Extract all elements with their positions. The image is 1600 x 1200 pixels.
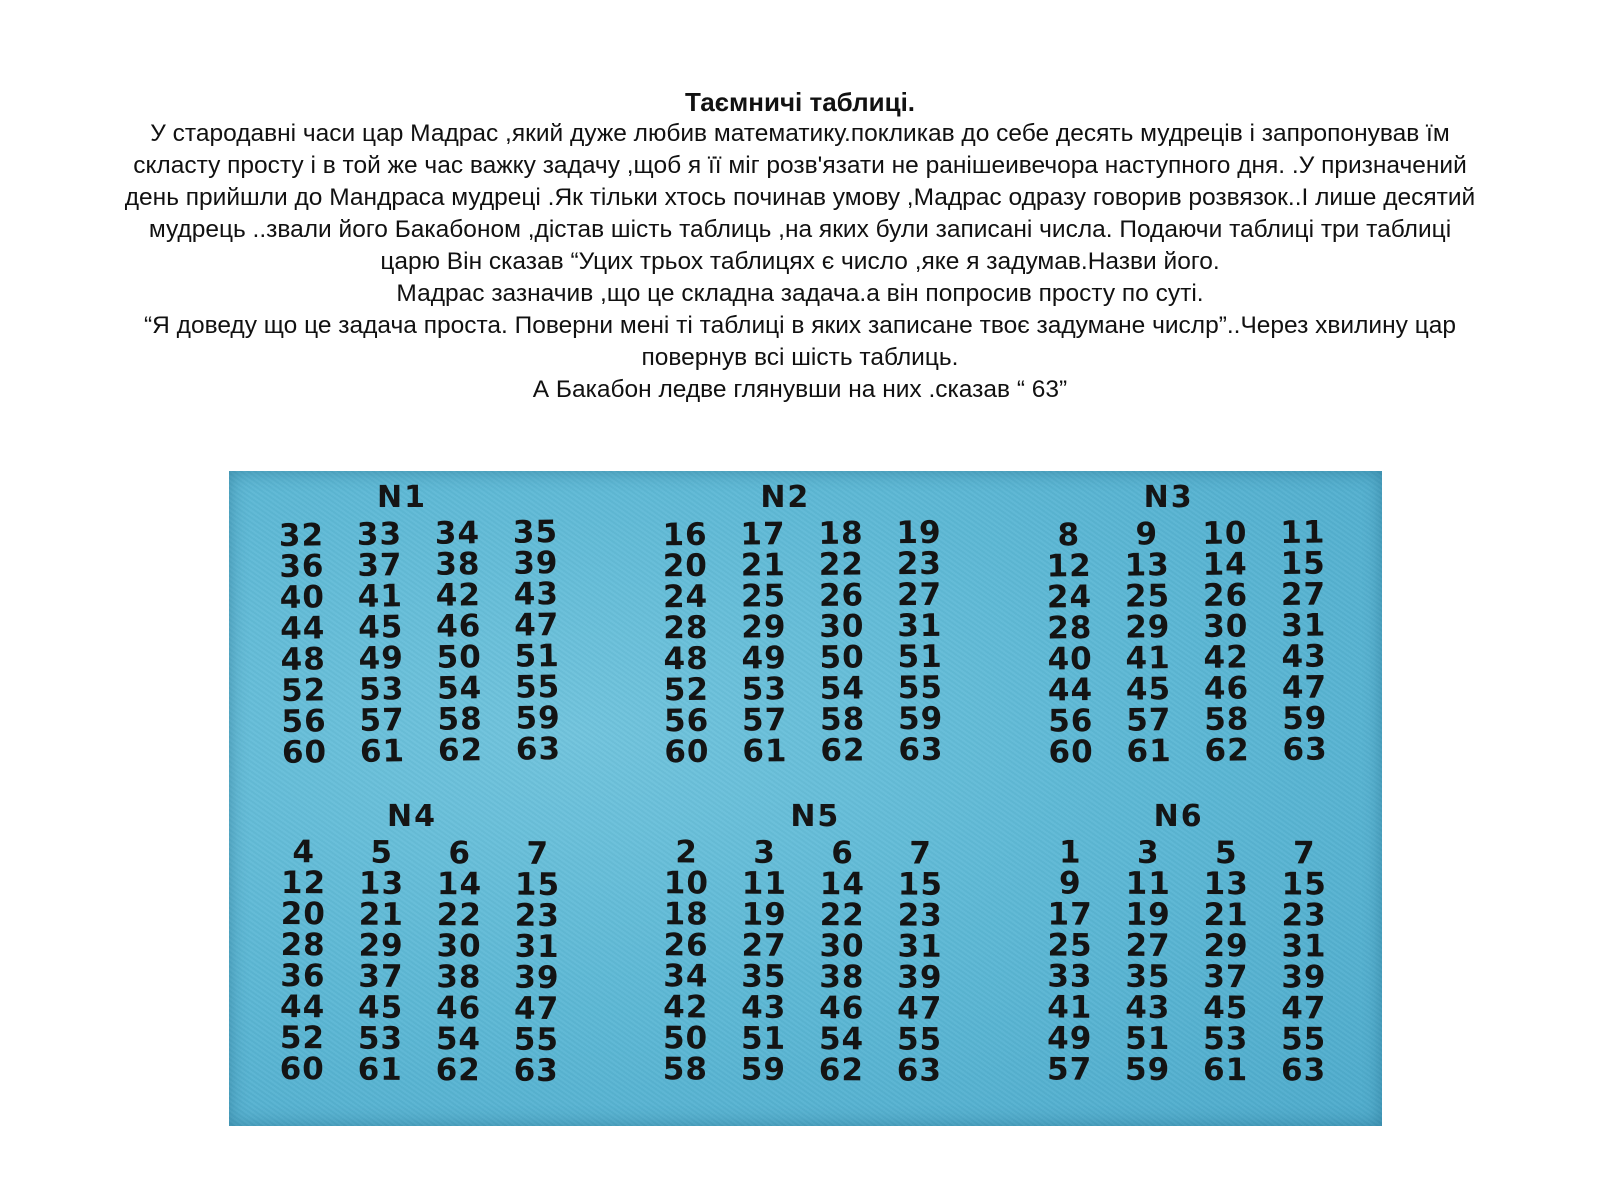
table-number: 39 — [514, 959, 560, 996]
table-number: 23 — [1281, 897, 1327, 934]
table-number: 17 — [1047, 896, 1093, 933]
table-number: 45 — [1125, 671, 1171, 708]
table-number: 55 — [514, 669, 561, 706]
table-number: 41 — [357, 578, 404, 615]
table-number: 31 — [897, 928, 944, 965]
table-number: 41 — [1046, 989, 1093, 1026]
table-number: 60 — [1048, 733, 1094, 771]
table-number: 63 — [1280, 1052, 1326, 1089]
table-number: 15 — [1280, 545, 1326, 583]
story-line: У стародавні часи цар Мадрас ,який дуже любив математику.покликав до себе десять мудреців і запропонував їм — [150, 120, 1450, 147]
table-number: 30 — [819, 928, 866, 965]
table-number: 24 — [1046, 578, 1092, 616]
table-number: 25 — [1047, 927, 1093, 964]
table-number: 9 — [1135, 516, 1158, 553]
table-number: 14 — [820, 866, 866, 903]
table-number: 36 — [279, 548, 325, 585]
table-number: 15 — [1281, 866, 1327, 903]
table-number: 22 — [818, 546, 865, 583]
table-number: 26 — [663, 927, 710, 964]
table-label: N4 — [387, 799, 437, 834]
table-number: 61 — [357, 1051, 403, 1088]
table-number: 63 — [897, 1052, 943, 1089]
table-number: 5 — [1214, 835, 1238, 872]
table-number: 21 — [1203, 897, 1249, 934]
table-number: 37 — [1202, 959, 1249, 996]
table-number: 53 — [357, 1020, 404, 1057]
story-line: повернув всі шість таблиць. — [641, 344, 959, 371]
table-number: 16 — [662, 516, 709, 554]
table-number: 28 — [280, 927, 326, 964]
table-number: 42 — [663, 989, 709, 1026]
table-number: 6 — [448, 835, 472, 872]
table-number: 11 — [1279, 514, 1326, 552]
table-number: 26 — [1202, 577, 1248, 614]
table-number: 31 — [514, 928, 560, 965]
table-label: N2 — [760, 480, 811, 515]
table-number: 29 — [358, 927, 404, 964]
table-number: 57 — [742, 702, 788, 739]
table-number: 57 — [359, 702, 405, 739]
table-number: 30 — [1202, 608, 1249, 645]
table-number: 31 — [1280, 607, 1327, 645]
table-number: 53 — [741, 671, 788, 708]
table-number: 29 — [1203, 928, 1249, 965]
table-number: 39 — [1280, 959, 1327, 996]
table-number: 51 — [514, 638, 561, 675]
table-number: 59 — [1281, 700, 1328, 738]
story-line: день прийшли до Мандраса мудреці .Як тільки хтось починав умову ,Мадрас одразу говорив розвязок..І лише десятий — [124, 184, 1476, 211]
table-label: N1 — [377, 480, 427, 515]
table-number: 34 — [434, 515, 481, 552]
table-number: 6 — [831, 835, 855, 872]
table-number: 62 — [435, 1052, 481, 1089]
table-number: 52 — [279, 1020, 326, 1057]
table-number: 29 — [741, 609, 787, 646]
table-number: 53 — [358, 671, 405, 708]
table-number: 12 — [1046, 547, 1092, 585]
table-number: 23 — [897, 897, 944, 934]
table-number: 63 — [515, 731, 562, 768]
table-number: 23 — [514, 897, 561, 934]
table-number: 59 — [898, 700, 944, 738]
table-number: 55 — [897, 669, 944, 707]
table-number: 3 — [1136, 834, 1160, 871]
table-number: 63 — [1282, 731, 1328, 769]
table-number: 13 — [1203, 866, 1249, 903]
table-number: 7 — [909, 835, 933, 872]
table-number: 62 — [820, 732, 866, 769]
table-number: 47 — [513, 990, 560, 1027]
table-number: 50 — [436, 639, 483, 676]
table-number: 27 — [1280, 576, 1326, 614]
table-number: 37 — [357, 547, 403, 584]
table-number: 13 — [1124, 547, 1170, 584]
number-rows — [650, 834, 957, 1089]
table-number: 25 — [741, 578, 787, 615]
table-number: 20 — [280, 896, 327, 933]
table-number: 15 — [898, 866, 944, 903]
table-number: 61 — [359, 733, 406, 770]
table-number: 35 — [741, 958, 787, 995]
table-number: 58 — [663, 1051, 709, 1088]
number-rows — [649, 514, 957, 771]
table-number: 39 — [897, 959, 943, 996]
table-number: 35 — [1124, 958, 1171, 995]
table-number: 30 — [436, 928, 482, 965]
table-number: 49 — [1046, 1020, 1093, 1057]
table-number: 44 — [279, 989, 326, 1026]
table-number: 30 — [819, 608, 865, 645]
table-number: 32 — [278, 517, 325, 554]
table-number: 46 — [435, 990, 482, 1027]
table-number: 14 — [436, 866, 483, 903]
table-number: 12 — [280, 865, 327, 902]
table-number: 17 — [740, 516, 787, 553]
table-number: 59 — [515, 700, 561, 737]
table-number: 45 — [357, 609, 404, 646]
table-number: 19 — [741, 896, 788, 933]
table-number: 43 — [1124, 989, 1171, 1026]
table-number: 31 — [1281, 928, 1327, 965]
table-number: 42 — [1203, 639, 1249, 676]
table-number: 27 — [897, 576, 943, 614]
table-number: 56 — [281, 703, 327, 740]
table-number: 38 — [435, 546, 481, 583]
table-number: 56 — [1047, 702, 1094, 740]
table-number: 21 — [740, 547, 787, 584]
table-number: 28 — [1046, 609, 1093, 647]
table-number: 58 — [437, 701, 483, 738]
table-label: N5 — [790, 799, 841, 834]
table-number: 7 — [526, 835, 550, 872]
table-number: 49 — [358, 640, 405, 677]
number-rows — [1032, 514, 1341, 771]
table-number: 33 — [1046, 958, 1093, 995]
table-number: 54 — [819, 670, 866, 707]
table-number: 55 — [1280, 1021, 1327, 1058]
table-number: 8 — [1057, 517, 1080, 554]
story-line: А Бакабон ледве глянувши на них .сказав “ 63” — [532, 376, 1068, 403]
table-number: 46 — [1203, 670, 1249, 707]
table-number: 54 — [819, 1021, 865, 1058]
number-table — [267, 800, 590, 1111]
table-number: 59 — [741, 1051, 787, 1088]
table-number: 11 — [1125, 865, 1171, 902]
number-table — [1034, 800, 1357, 1111]
table-number: 33 — [356, 516, 403, 553]
table-number: 13 — [358, 865, 405, 902]
table-number: 52 — [663, 671, 710, 709]
table-number: 63 — [513, 1052, 559, 1089]
table-number: 55 — [897, 1021, 943, 1058]
table-number: 9 — [1058, 865, 1082, 902]
table-number: 40 — [279, 579, 326, 616]
table-number: 48 — [280, 641, 327, 678]
table-number: 55 — [513, 1021, 560, 1058]
story-line: царю Він сказав “Уцих трьох таблицях є число ,яке я задумав.Назви його. — [380, 248, 1220, 275]
table-number: 62 — [1204, 732, 1250, 769]
table-number: 22 — [819, 897, 866, 934]
table-number: 38 — [819, 959, 865, 996]
table-number: 52 — [280, 672, 327, 709]
table-number: 59 — [1124, 1051, 1170, 1088]
table-number: 60 — [664, 733, 710, 771]
table-number: 29 — [1124, 609, 1171, 646]
table-number: 44 — [1047, 671, 1093, 709]
table-number: 28 — [663, 609, 709, 647]
table-number: 19 — [896, 514, 943, 552]
table-number: 51 — [741, 1020, 787, 1057]
table-number: 20 — [662, 547, 709, 585]
table-number: 2 — [675, 834, 699, 871]
table-number: 19 — [1125, 896, 1171, 933]
table-number: 61 — [742, 733, 788, 770]
table-number: 5 — [370, 834, 394, 871]
table-number: 46 — [819, 990, 865, 1027]
table-number: 3 — [753, 834, 777, 871]
table-number: 43 — [513, 576, 560, 613]
table-number: 26 — [819, 577, 865, 614]
table-number: 7 — [1292, 835, 1316, 872]
table-number: 43 — [741, 989, 787, 1026]
table-number: 63 — [898, 731, 944, 769]
table-number: 62 — [819, 1052, 865, 1089]
table-number: 10 — [664, 865, 710, 902]
number-rows — [1033, 834, 1340, 1089]
table-number: 45 — [357, 989, 404, 1026]
table-number: 51 — [897, 638, 944, 676]
table-number: 56 — [664, 702, 710, 740]
table-label: N3 — [1143, 480, 1194, 515]
table-number: 57 — [1046, 1051, 1092, 1088]
table-number: 23 — [896, 545, 943, 583]
slide-text — [20, 86, 1580, 406]
table-label: N6 — [1153, 799, 1204, 834]
table-number: 31 — [897, 607, 943, 645]
table-number: 50 — [663, 1020, 709, 1057]
table-number: 18 — [818, 515, 865, 552]
number-tables-photo — [229, 471, 1382, 1126]
table-number: 47 — [1280, 990, 1327, 1027]
table-number: 62 — [437, 732, 484, 769]
table-number: 36 — [280, 958, 326, 995]
table-number: 25 — [1124, 578, 1170, 615]
table-number: 54 — [435, 1021, 482, 1058]
table-number: 47 — [897, 990, 943, 1027]
table-number: 10 — [1201, 515, 1248, 552]
table-number: 21 — [358, 896, 405, 933]
table-number: 1 — [1058, 834, 1082, 871]
table-number: 34 — [663, 958, 709, 995]
story-line: мудрець ..звали його Бакабоном ,дістав шість таблиць ,на яких були записані числа. Подаючи таблиці три таблиці — [148, 216, 1452, 243]
table-number: 60 — [279, 1051, 325, 1088]
table-number: 54 — [436, 670, 483, 707]
table-number: 39 — [513, 545, 559, 582]
table-number: 4 — [292, 834, 316, 871]
table-number: 11 — [742, 865, 788, 902]
table-number: 14 — [1202, 546, 1248, 583]
tables-grid — [267, 481, 1357, 1111]
table-number: 48 — [663, 640, 710, 678]
table-number: 43 — [1281, 638, 1327, 676]
table-number: 45 — [1202, 990, 1249, 1027]
number-table — [1034, 481, 1357, 792]
table-number: 61 — [1126, 733, 1172, 770]
table-number: 40 — [1047, 640, 1093, 678]
slide-title: Таємничі таблиці. — [684, 87, 916, 117]
number-table — [650, 481, 973, 792]
table-number: 60 — [281, 734, 328, 771]
table-number: 61 — [1202, 1052, 1248, 1089]
number-table — [267, 481, 590, 792]
table-number: 37 — [358, 958, 404, 995]
table-number: 47 — [513, 607, 560, 644]
story-line: Мадрас зазначив ,що це складна задача.а він попросив просту по суті. — [396, 280, 1204, 307]
table-number: 47 — [1281, 669, 1327, 707]
table-number: 18 — [663, 896, 710, 933]
number-table — [650, 800, 973, 1111]
table-number: 57 — [1125, 702, 1172, 739]
table-number: 46 — [435, 608, 482, 645]
table-number: 35 — [512, 514, 559, 551]
table-number: 24 — [663, 578, 709, 616]
story-line: “Я доведу що це задача проста. Поверни мені ті таблиці в яких записане твоє задумане числр”..Через хвилину цар — [144, 312, 1456, 339]
number-rows — [265, 514, 574, 771]
table-number: 49 — [741, 640, 788, 677]
table-number: 44 — [279, 610, 326, 647]
table-number: 58 — [820, 701, 866, 738]
table-number: 41 — [1125, 640, 1171, 677]
table-number: 51 — [1124, 1020, 1171, 1057]
table-number: 22 — [436, 897, 483, 934]
table-number: 58 — [1203, 701, 1250, 738]
table-number: 15 — [514, 866, 561, 903]
table-number: 27 — [1125, 927, 1171, 964]
table-number: 27 — [741, 927, 788, 964]
table-number: 53 — [1202, 1021, 1249, 1058]
table-number: 38 — [436, 959, 482, 996]
table-number: 50 — [819, 639, 866, 676]
number-rows — [266, 834, 574, 1089]
story-line: скласту просту і в той же час важку задачу ,щоб я її міг розв'язати не ранішеивечора наступного дня. .У призначений — [133, 152, 1467, 179]
table-number: 42 — [435, 577, 482, 614]
